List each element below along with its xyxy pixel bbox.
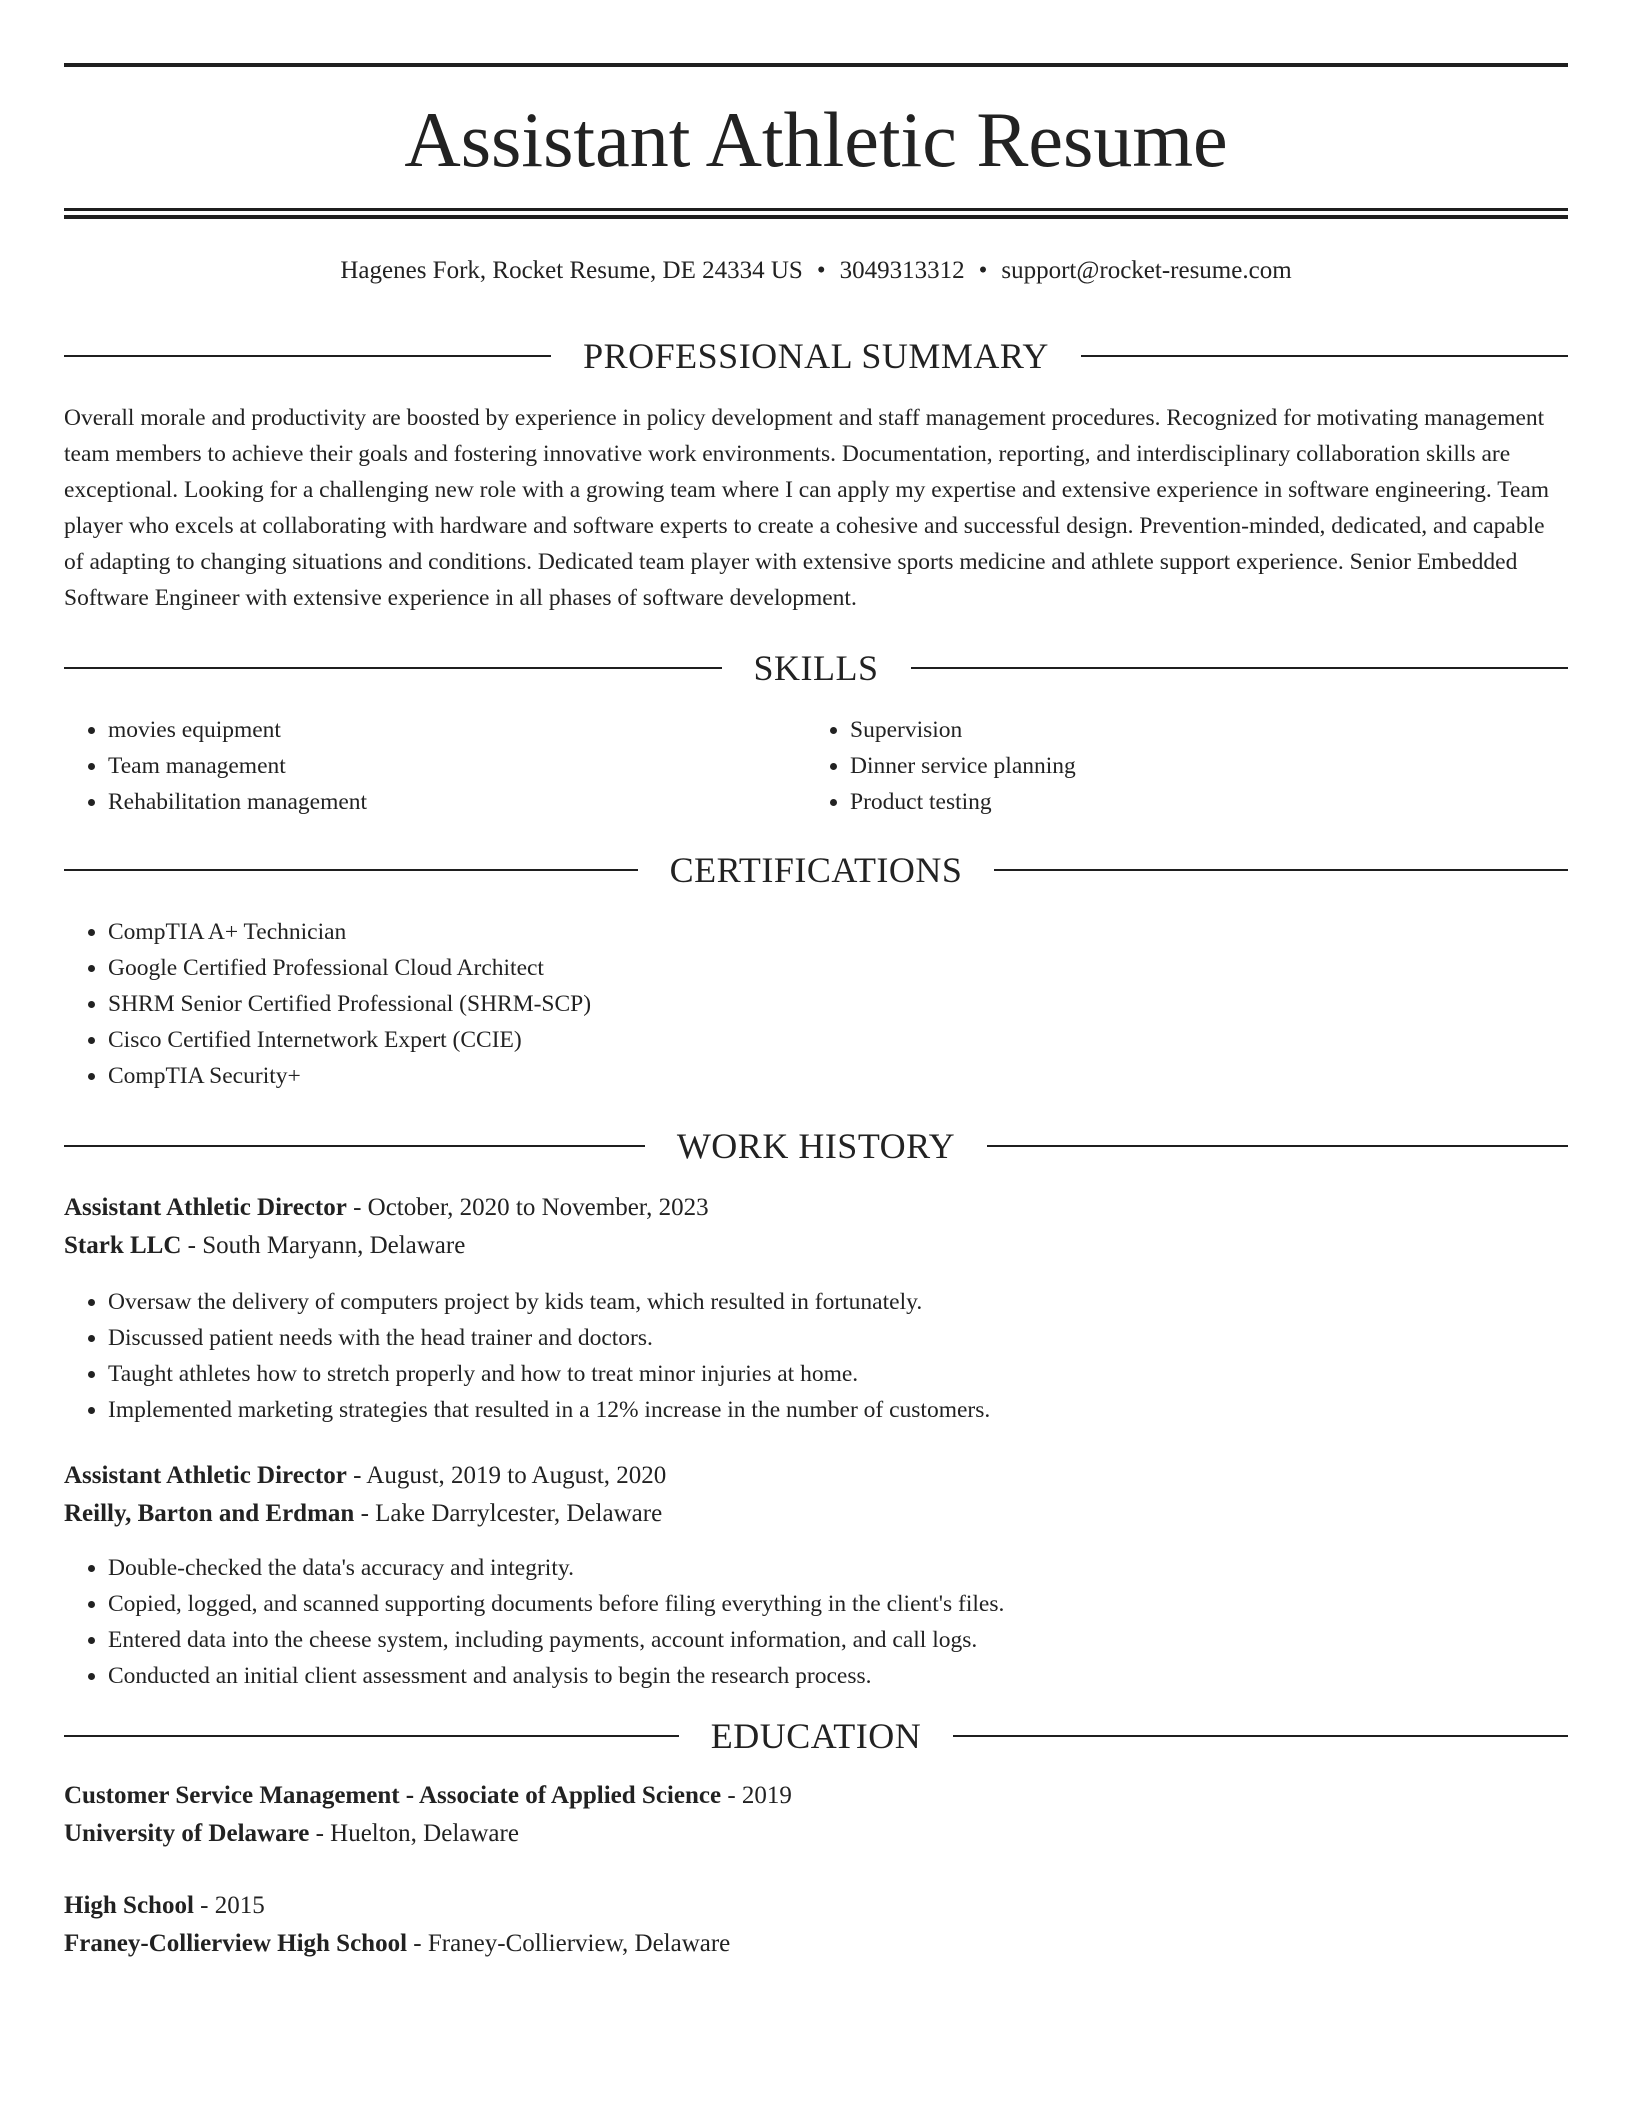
dash: -: [721, 1782, 742, 1809]
section-rule-right: [987, 1145, 1568, 1147]
education-degree-line: [64, 1888, 1568, 1924]
section-title-education: EDUCATION: [710, 1716, 922, 1756]
skill-item: • Supervision: [850, 712, 1546, 748]
job-company: Reilly, Barton and Erdman: [64, 1500, 355, 1527]
section-rule-right: [953, 1735, 1568, 1737]
section-title-skills: SKILLS: [753, 648, 879, 688]
section-rule-left: [64, 355, 551, 357]
skills-list-right: [806, 712, 1546, 820]
job-title-line: [64, 1458, 1568, 1494]
education-year: 2015: [214, 1892, 265, 1919]
education-location: Franey-Collierview, Delaware: [427, 1930, 731, 1957]
section-rule-right: [994, 869, 1568, 871]
contact-phone: 3049313312: [839, 257, 965, 284]
skill-item: • Rehabilitation management: [108, 784, 804, 820]
section-title-work: WORK HISTORY: [676, 1126, 956, 1166]
contact-separator: •: [978, 257, 988, 284]
section-rule-left: [64, 667, 722, 669]
certification-item: • Cisco Certified Internetwork Expert (CCIE): [108, 1022, 1568, 1058]
education-degree: Customer Service Management - Associate of Applied Science: [64, 1782, 722, 1809]
section-rule-left: [64, 1735, 679, 1737]
dash: -: [193, 1892, 215, 1919]
education-school-line: [64, 1816, 1568, 1852]
dash: -: [346, 1194, 368, 1221]
contact-email: support@rocket-resume.com: [1001, 257, 1292, 284]
certifications-block: [64, 914, 1568, 1094]
job-company: Stark LLC: [64, 1232, 182, 1259]
section-title-summary: PROFESSIONAL SUMMARY: [583, 336, 1049, 376]
job-bullets-block: [64, 1550, 1568, 1694]
job-role: Assistant Athletic Director: [64, 1462, 347, 1489]
job-company-line: [64, 1496, 1568, 1532]
contact-line: [64, 254, 1568, 288]
section-header-summary: [64, 334, 1568, 378]
section-header-certifications: [64, 848, 1568, 892]
job-bullet: • Conducted an initial client assessment and analysis to begin the research process.: [108, 1658, 1568, 1694]
education-location: Huelton, Delaware: [330, 1820, 519, 1847]
section-header-education: [64, 1714, 1568, 1758]
job-bullet: • Taught athletes how to stretch properly and how to treat minor injuries at home.: [108, 1356, 1568, 1392]
job-bullets: [64, 1550, 1568, 1694]
education-school: University of Delaware: [64, 1820, 310, 1847]
education-school-line: [64, 1926, 1568, 1962]
education-degree-line: [64, 1778, 1568, 1814]
contact-address: Hagenes Fork, Rocket Resume, DE 24334 US: [340, 257, 803, 284]
section-header-skills: [64, 646, 1568, 690]
skill-item: • movies equipment: [108, 712, 804, 748]
job-bullets-block: [64, 1284, 1568, 1428]
job-dates: August, 2019 to August, 2020: [366, 1462, 667, 1489]
skills-column-right: [806, 712, 1546, 820]
job-location: Lake Darrylcester, Delaware: [375, 1500, 663, 1527]
skill-item: • Team management: [108, 748, 804, 784]
dash: -: [354, 1500, 376, 1527]
job-location: South Maryann, Delaware: [202, 1232, 466, 1259]
skill-item: • Dinner service planning: [850, 748, 1546, 784]
skill-item: • Product testing: [850, 784, 1546, 820]
job-title-line: [64, 1190, 1568, 1226]
education-year: 2019: [741, 1782, 792, 1809]
certification-item: • Google Certified Professional Cloud Architect: [108, 950, 1568, 986]
job-bullet: • Discussed patient needs with the head trainer and doctors.: [108, 1320, 1568, 1356]
section-rule-left: [64, 1145, 645, 1147]
certification-item: • CompTIA A+ Technician: [108, 914, 1568, 950]
header-top-rule: [64, 63, 1568, 67]
certification-item: • SHRM Senior Certified Professional (SHRM-SCP): [108, 986, 1568, 1022]
job-bullet: • Implemented marketing strategies that resulted in a 12% increase in the number of customers.: [108, 1392, 1568, 1428]
job-bullet: • Copied, logged, and scanned supporting documents before filing everything in the client's files.: [108, 1586, 1568, 1622]
summary-text: Overall morale and productivity are boosted by experience in policy development and staff management procedures. Recognized for motivating management team members to achieve their goals and fostering innovative work environments. Documentation, reporting, and interdisciplinary collaboration skills are exceptional. Looking for a challenging new role with a growing team where I can apply my expertise and extensive experience in software engineering. Team player who excels at collaborating with hardware and software experts to create a cohesive and successful design. Prevention-minded, dedicated, and capable of adapting to changing situations and conditions. Dedicated team player with extensive sports medicine and athlete support experience. Senior Embedded Software Engineer with extensive experience in all phases of software development.: [64, 405, 1550, 611]
skills-list-left: [64, 712, 804, 820]
dash: -: [309, 1820, 331, 1847]
job-company-line: [64, 1228, 1568, 1264]
contact-separator: •: [816, 257, 826, 284]
dash: -: [346, 1462, 367, 1489]
certification-item: • CompTIA Security+: [108, 1058, 1568, 1094]
education-school: Franey-Collierview High School: [64, 1930, 408, 1957]
job-dates: October, 2020 to November, 2023: [367, 1194, 709, 1221]
header-double-rule-lower: [64, 215, 1568, 219]
job-bullet: • Oversaw the delivery of computers project by kids team, which resulted in fortunately.: [108, 1284, 1568, 1320]
section-header-work: [64, 1124, 1568, 1168]
header-double-rule-upper: [64, 208, 1568, 211]
section-title-certifications: CERTIFICATIONS: [669, 850, 963, 890]
job-bullet: • Entered data into the cheese system, including payments, account information, and call logs.: [108, 1622, 1568, 1658]
job-bullets: [64, 1284, 1568, 1428]
job-bullet: • Double-checked the data's accuracy and integrity.: [108, 1550, 1568, 1586]
education-degree: High School: [64, 1892, 194, 1919]
page-title: Assistant Athletic Resume: [404, 96, 1228, 183]
job-role: Assistant Athletic Director: [64, 1194, 347, 1221]
section-rule-right: [911, 667, 1569, 669]
skills-column-left: [64, 712, 804, 820]
dash: -: [407, 1930, 428, 1957]
certifications-list: [64, 914, 1568, 1094]
dash: -: [181, 1232, 203, 1259]
section-rule-left: [64, 869, 638, 871]
section-rule-right: [1081, 355, 1568, 357]
